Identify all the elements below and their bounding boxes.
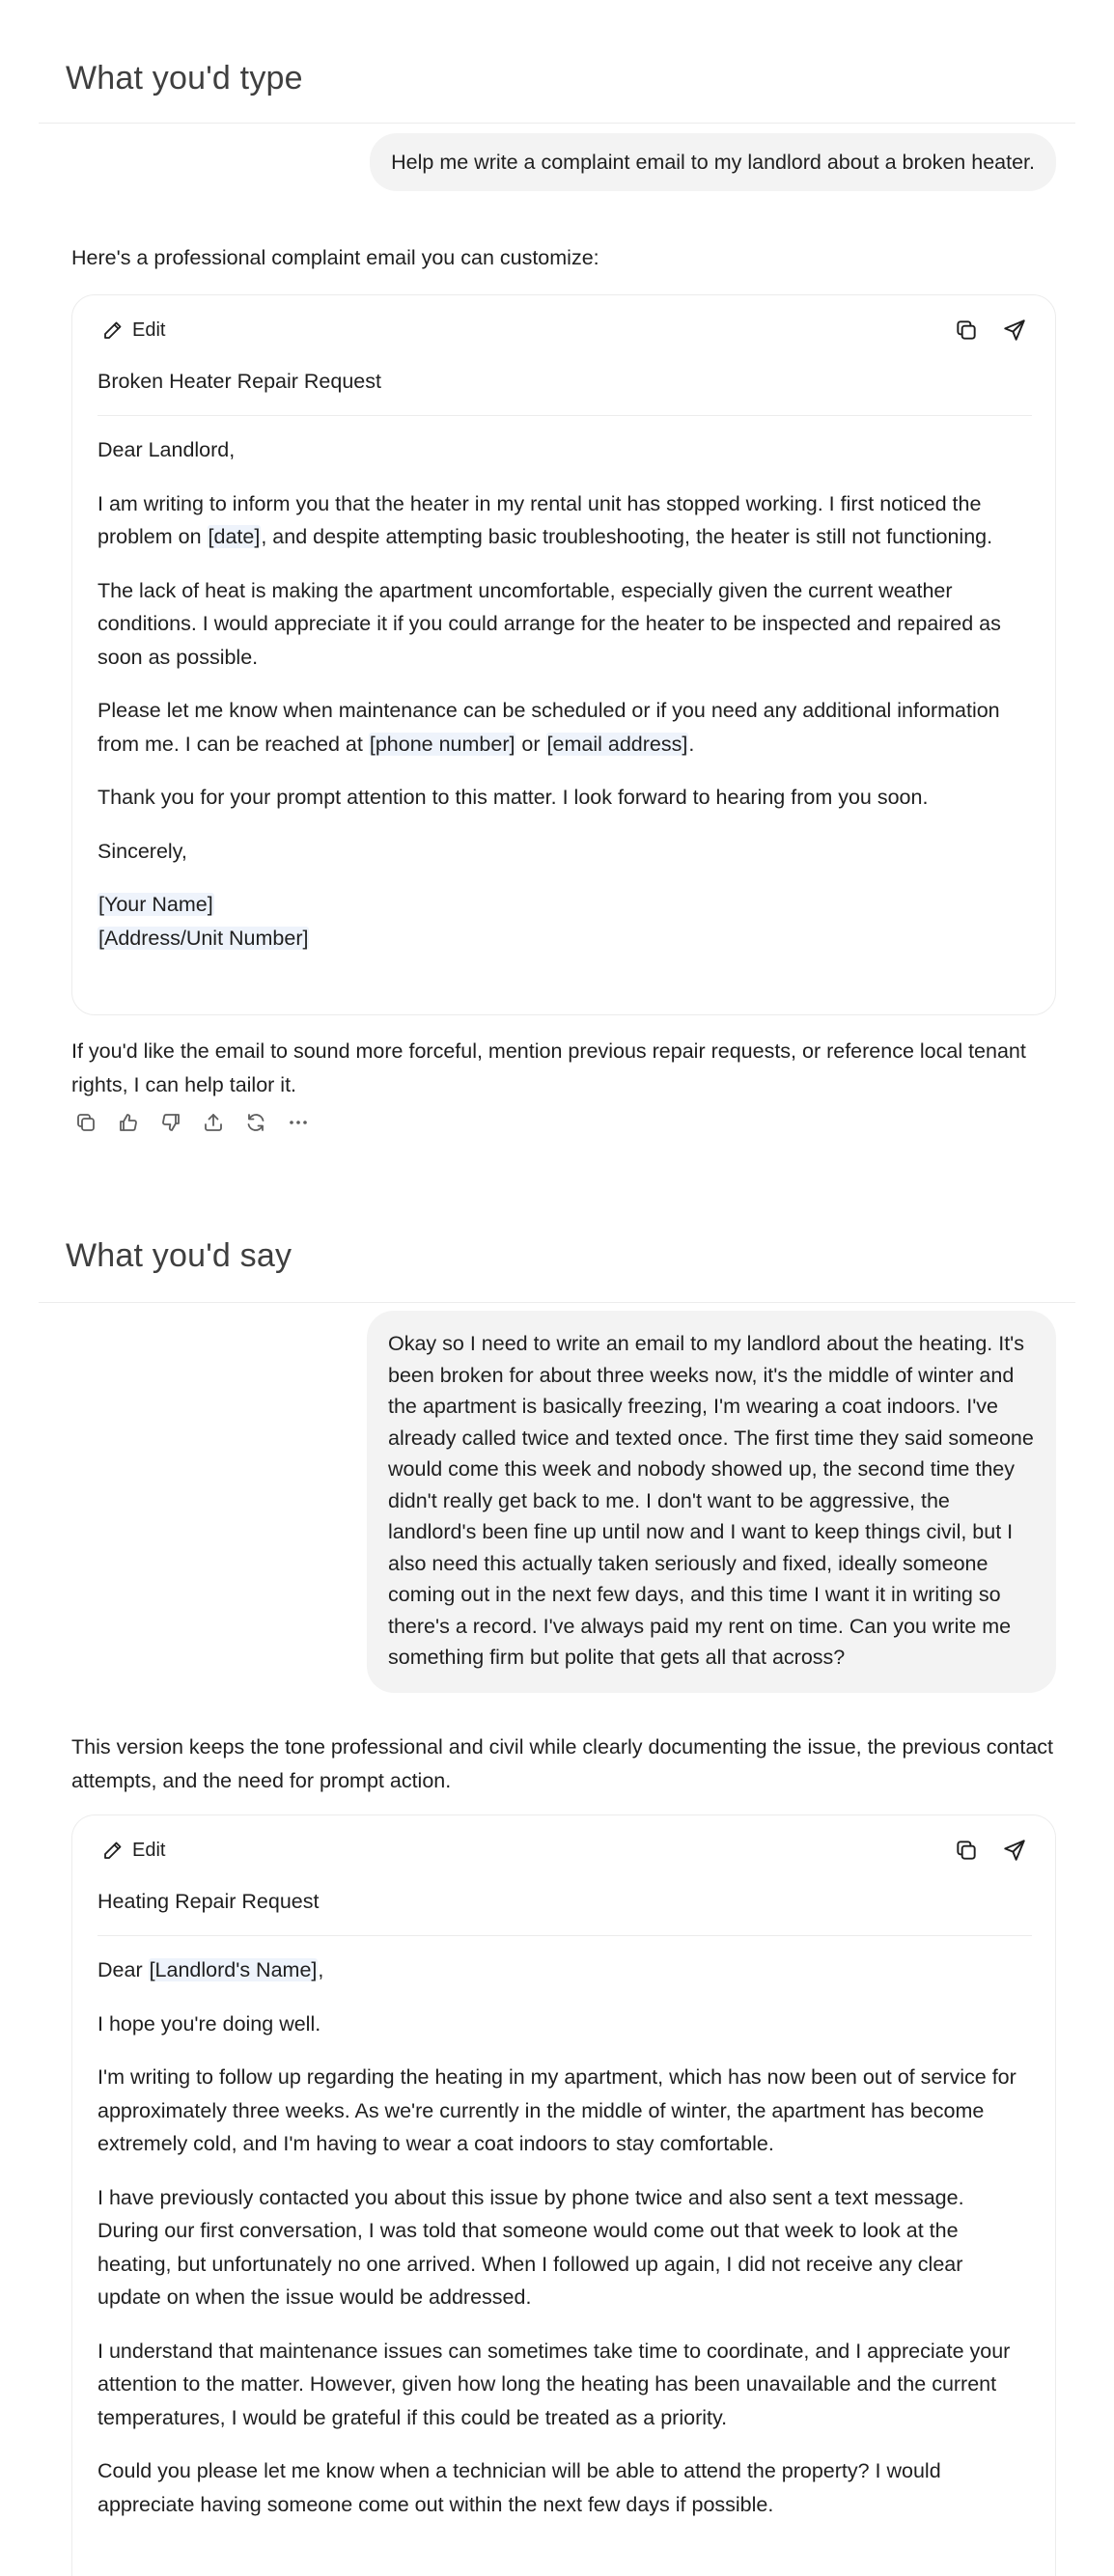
edit-button[interactable]: [96, 313, 175, 347]
regenerate-icon: [244, 1111, 267, 1134]
placeholder-address[interactable]: [Address/Unit Number]: [98, 926, 309, 950]
placeholder-name[interactable]: [Your Name]: [98, 893, 213, 916]
thumbs-up-button[interactable]: [114, 1108, 143, 1137]
copy-icon: [74, 1111, 97, 1134]
more-icon: [287, 1111, 310, 1134]
email-paragraph: I am writing to inform you that the heater in my rental unit has stopped working. I first noticed the problem on [date], and despite attempting basic troubleshooting, the heater is still not functioning.: [97, 491, 993, 548]
assistant-outro: If you'd like the email to sound more forceful, mention previous repair requests, or reference local tenant rights, I can help tailor it.: [71, 1039, 1026, 1096]
edit-button[interactable]: [96, 1833, 175, 1868]
assistant-intro: Here's a professional complaint email you can customize:: [71, 246, 599, 269]
copy-email-button[interactable]: [951, 315, 982, 346]
send-email-button[interactable]: [999, 315, 1030, 346]
user-message: Okay so I need to write an email to my landlord about the heating. It's been broken for about three weeks now, it's the middle of winter and the apartment is basically freezing, I'm wearing a coat indoors. I've already called twice and texted once. The first time they said someone would come this week and nobody showed up, the second time they didn't really get back to me. I don't want to be aggressive, the landlord's been fine up until now and I want to keep things civil, but I also need this actually taken seriously and fixed, ideally someone coming out in the next few days, and this time I want it in writing so there's a record. I've always paid my rent on time. Can you write me something firm but polite that gets all that across?: [367, 1311, 1056, 1693]
regenerate-button[interactable]: [241, 1108, 270, 1137]
edit-label: Edit: [132, 319, 166, 341]
email-paragraph: I have previously contacted you about this issue by phone twice and also sent a text message. During our first conversation, I was told that someone would come out that week to look at the heating, but unfortunately no one arrived. When I followed up again, I did not receive any clear update on when the issue would be addressed.: [97, 2185, 964, 2309]
email-signature: [97, 888, 1017, 955]
pencil-icon: [101, 319, 125, 342]
email-greeting: Dear Landlord,: [97, 438, 236, 461]
send-icon: [1002, 318, 1027, 343]
email-paragraph: Thank you for your prompt attention to this matter. I look forward to hearing from you soon.: [97, 786, 929, 809]
message-actions: [71, 1108, 313, 1137]
copy-button[interactable]: [71, 1108, 100, 1137]
more-button[interactable]: [284, 1108, 313, 1137]
section-title-say: What you'd say: [66, 1237, 292, 1274]
edit-label: Edit: [132, 1839, 166, 1861]
section-divider: [39, 123, 1075, 124]
share-button[interactable]: [199, 1108, 228, 1137]
thumbs-up-icon: [117, 1111, 140, 1134]
placeholder-phone[interactable]: [phone number]: [369, 732, 515, 756]
section-divider: [39, 1302, 1075, 1303]
share-icon: [202, 1111, 225, 1134]
placeholder-email[interactable]: [email address]: [546, 732, 688, 756]
thumbs-down-button[interactable]: [156, 1108, 185, 1137]
email-paragraph: Please let me know when maintenance can be scheduled or if you need any additional information from me. I can be reached at [phone number] or [email address].: [97, 699, 1000, 756]
copy-icon: [954, 1838, 979, 1863]
email-paragraph: I hope you're doing well.: [97, 2011, 321, 2036]
email-paragraph: I understand that maintenance issues can sometimes take time to coordinate, and I appreciate your attention to the matter. However, given how long the heating has been unavailable and the current temperatures, I would be grateful if this could be treated as a priority.: [97, 2339, 1011, 2429]
send-email-button[interactable]: [999, 1835, 1030, 1866]
pencil-icon: [101, 1839, 125, 1862]
email-body: [72, 416, 1055, 972]
email-paragraph: I'm writing to follow up regarding the heating in my apartment, which has now been out of service for approximately three weeks. As we're currently in the middle of winter, the apartment has become extremely cold, and I'm having to wear a coat indoors to stay comfortable.: [97, 2065, 1017, 2155]
email-card: [71, 294, 1056, 1015]
email-greeting: Dear [Landlord's Name],: [97, 1958, 324, 1981]
user-message: Help me write a complaint email to my landlord about a broken heater.: [370, 133, 1056, 191]
send-icon: [1002, 1838, 1027, 1863]
assistant-intro: This version keeps the tone professional and civil while clearly documenting the issue, the previous contact attempts, and the need for prompt action.: [71, 1735, 1054, 1792]
placeholder-date[interactable]: [date]: [208, 525, 261, 548]
section-title-type: What you'd type: [66, 60, 303, 97]
email-subject: Broken Heater Repair Request: [97, 365, 1032, 416]
thumbs-down-icon: [159, 1111, 182, 1134]
email-card: [71, 1814, 1056, 2576]
copy-email-button[interactable]: [951, 1835, 982, 1866]
email-paragraph: The lack of heat is making the apartment uncomfortable, especially given the current weather conditions. I would appreciate it if you could arrange for the heater to be inspected and repaired as soon as possible.: [97, 578, 1001, 669]
placeholder-landlord-name[interactable]: [Landlord's Name]: [149, 1958, 318, 1981]
email-paragraph: Could you please let me know when a technician will be able to attend the property? I would appreciate having someone come out within the next few days if possible.: [97, 2459, 941, 2516]
email-closing: Sincerely,: [97, 839, 187, 863]
copy-icon: [954, 318, 979, 343]
email-body: [72, 1936, 1055, 2559]
email-subject: Heating Repair Request: [97, 1885, 1032, 1936]
